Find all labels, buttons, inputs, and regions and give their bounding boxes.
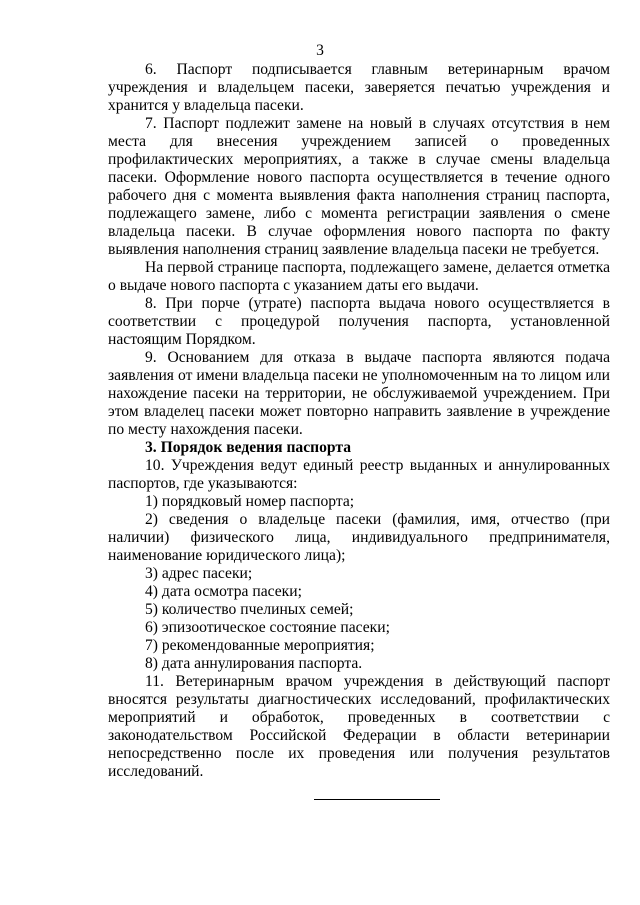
paragraph-11: 11. Ветеринарным врачом учреждения в действующий паспорт вносятся результаты диагностических исследований, профилактических мероприятий и обработок, проведенных в соответствии с законодательством Российской Федерации в области ветеринарии непосредственно после их проведения или получения результатов исследований. [108, 673, 610, 780]
list-item: 1) порядковый номер паспорта; [145, 493, 355, 510]
list-item: 3) адрес пасеки; [145, 565, 253, 582]
paragraph-7: 7. Паспорт подлежит замене на новый в случаях отсутствия в нем места для внесения учреждением записей о проведенных профилактических мероприятиях, а также в случае смены владельца пасеки. Оформление нового паспорта осуществляется в течение одного рабочего дня с момента выявления факта наполнения страниц паспорта, подлежащего замене, либо с момента регистрации заявления о смене владельца пасеки. В случае оформления нового паспорта по факту выявления наполнения страниц заявление владельца пасеки не требуется. [108, 115, 610, 258]
list-item: 2) сведения о владельце пасеки (фамилия, имя, отчество (при наличии) физического лица, индивидуального предпринимателя, наименование юридического лица); [108, 511, 610, 564]
paragraph-10: 10. Учреждения ведут единый реестр выданных и аннулированных паспортов, где указываются: [108, 457, 610, 492]
end-of-document-line [314, 799, 440, 800]
page-number: 3 [316, 42, 324, 59]
section-heading: 3. Порядок ведения паспорта [145, 439, 352, 456]
list-item: 6) эпизоотическое состояние пасеки; [145, 619, 390, 636]
list-item: 7) рекомендованные мероприятия; [145, 637, 375, 654]
list-item: 8) дата аннулирования паспорта. [145, 655, 363, 672]
document-body [108, 61, 610, 800]
paragraph-6: 6. Паспорт подписывается главным ветеринарным врачом учреждения и владельцем пасеки, заверяется печатью учреждения и хранится у владельца пасеки. [108, 61, 610, 114]
paragraph-9: 9. Основанием для отказа в выдаче паспорта являются подача заявления от имени владельца пасеки не уполномоченным на то лицом или нахождение пасеки на территории, не обслуживаемой учреждением. При этом владелец пасеки может повторно направить заявление в учреждение по месту нахождения пасеки. [108, 349, 610, 438]
paragraph-7-note: На первой странице паспорта, подлежащего замене, делается отметка о выдаче нового паспорта с указанием даты его выдачи. [108, 259, 610, 294]
paragraph-8: 8. При порче (утрате) паспорта выдача нового осуществляется в соответствии с процедурой получения паспорта, установленной настоящим Порядком. [108, 295, 610, 348]
list-item: 4) дата осмотра пасеки; [145, 583, 302, 600]
list-item: 5) количество пчелиных семей; [145, 601, 354, 618]
